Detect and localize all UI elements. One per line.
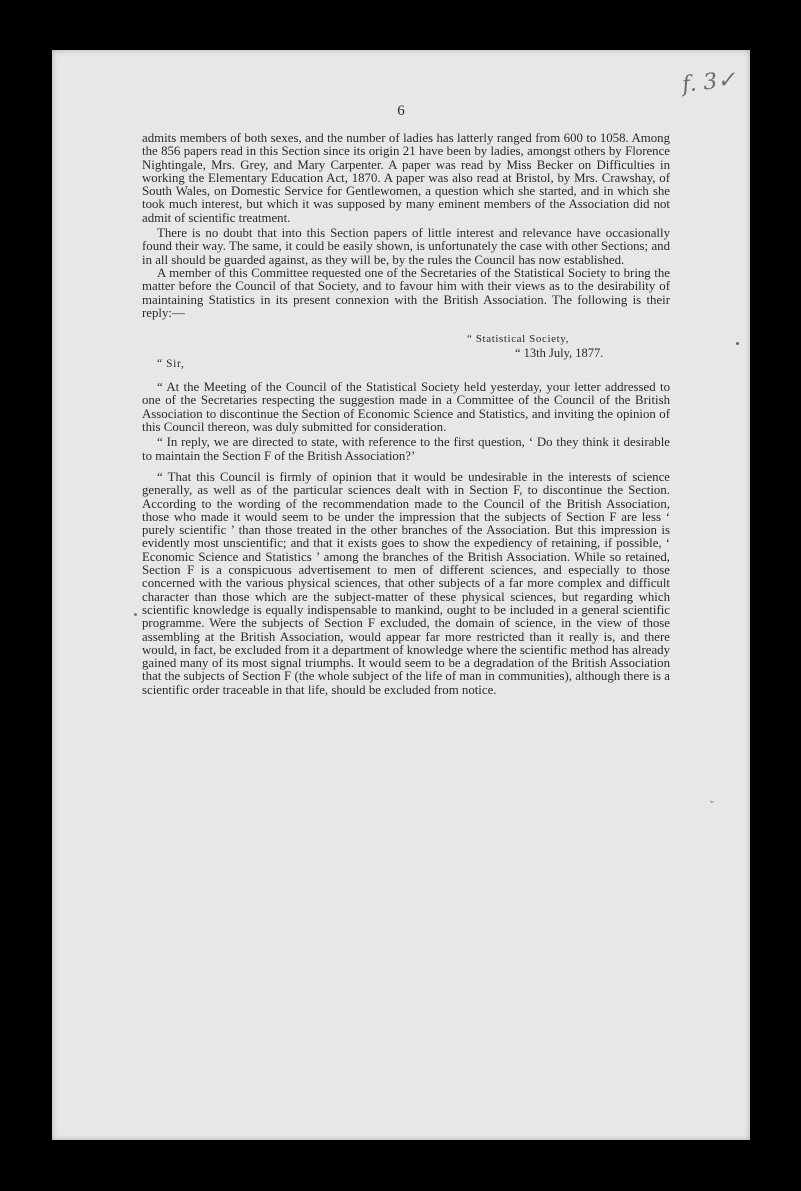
letter-sender: “ Statistical Society, [467,333,569,346]
paragraph-continuation: admits members of both sexes, and the number of ladies has latterly ranged from 600 to 1058. Among the 856 papers read in this Section since its origin 21 have been by ladies, amongst others by Florence Nightingale, Mrs. Grey, and Mary Carpenter. A paper was read by Miss Becker on Difficulties in working the Elementary Education Act, 1870. A paper was also read at Bristol, by Mrs. Crawshay, of South Wales, on Domestic Service for Gentlewomen, a question which she started, and in which she took much interest, but which it was supposed by many eminent members of the Association did not admit of scientific treatment. [142,131,670,225]
letter-salutation: “ Sir, [157,358,185,371]
letter-paragraph-question: “ In reply, we are directed to state, with reference to the first question, ‘ Do they think it desirable to maintain the Section F of the British Association?’ [142,435,670,463]
margin-speck [134,613,137,616]
paragraph-committee-request: A member of this Committee requested one of the Secretaries of the Statistical Society to bring the matter before the Council of that Society, and to favour him with their views as to the desirability of maintaining Statistics in its present connexion with the British Association. The following is their reply:— [142,265,670,320]
letter-paragraph-meeting: “ At the Meeting of the Council of the Statistical Society held yesterday, your letter addressed to one of the Secretaries respecting the suggestion made in a Committee of the Council of the British Association to discontinue the Section of Economic Science and Statistics, and inviting the opinion of this Council thereon, was duly submitted for consideration. [142,380,670,435]
letter-paragraph-opinion: “ That this Council is firmly of opinion that it would be undesirable in the interests of science generally, as well as of the particular sciences dealt with in Section F, to discontinue the Section. According to the wording of the recommendation made to the Council of the British Association, those who made it would seem to be under the impression that the subjects of Section F are less ‘ purely scientific ’ than those treated in the other branches of the Association. But this impression is evidently most unscientific; and that it exists goes to show the expediency of retaining, if possible, ‘ Economic Science and Statistics ’ among the branches of the British Association. While so retained, Section F is a conspicuous advertisement to men of different sciences, and especially to those concerned with the various physical sciences, that other subjects of a far more complex and difficult character than those which are the subject-matter of these physical sciences, but regarding which scientific knowledge is equally indispensable to mankind, ought to be included in a general scientific programme. Were the subjects of Section F excluded, the domain of science, in the view of those assembling at the British Association, would appear far more restricted than it really is, and there would, in fact, be excluded from it a department of knowledge where the scientific method has already gained many of its most signal triumphs. It would seem to be a degradation of the British Association that the subjects of Section F (the whole subject of the life of man in communities), although there is a scientific order traceable in that life, should be excluded from notice. [142,469,670,697]
page-number: 6 [397,103,405,119]
handwritten-folio-annotation: f. 3✓ [681,67,738,98]
paragraph-section-relevance: There is no doubt that into this Section papers of little interest and relevance have occasionally found their way. The same, it could be easily shown, is unfortunately the case with other Sections; and in all should be guarded against, as they will be, by the rules the Council has now established. [142,226,670,267]
letter-date: “ 13th July, 1877. [515,346,604,361]
document-page [52,50,750,1140]
margin-speck [736,342,739,345]
document-body [142,132,670,697]
letter-heading [142,333,670,373]
margin-pencil-mark: ⌄ [707,794,718,807]
